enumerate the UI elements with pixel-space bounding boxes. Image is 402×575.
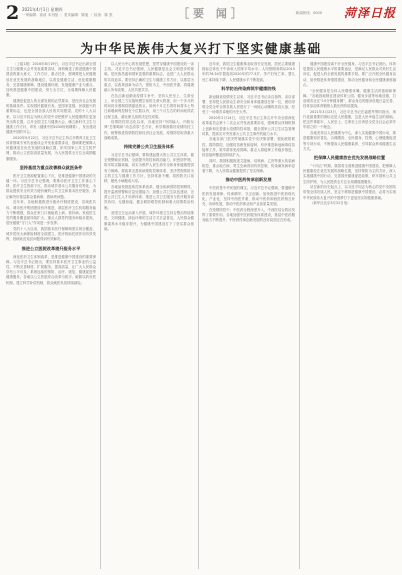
article-paragraph: （新华社北京3月31日电） (310, 201, 351, 206)
article-paragraph: 健康中国建设离不开全民健身。习近平总书记指出，体育是提高人民健康水平的重要途径，是满足人民群众对美好生活向往、促进人的全面发展的重要手段。要广泛开展全民健身活动，加快推进体育强国建设，推动全民健身和全民健康深度融合。 (303, 62, 396, 87)
article-paragraph: 中医药是中华民族的瑰宝。习近平总书记强调，要遵循中医药发展规律，传承精华，守正创新，加快推进中医药现代化、产业化，坚持中西医并重，推动中医药和西医药相互补充、协调发展，推动中医药事业和产业高质量发展。 (202, 186, 295, 206)
article-paragraph: 近年来，我国卫生健康事业取得长足发展，居民主要健康指标总体优于中高收入国家平均水平。人均预期寿命从2015年的76.34岁提高到2020年的77.3岁，孕产妇死亡率、婴儿死亡率持续下降，人民健康水平不断提高。 (202, 62, 295, 82)
column-divider (299, 62, 300, 569)
section-subheading: 坚持基层为重点改善群众就医条件 (19, 164, 83, 170)
article-paragraph: 2021年3月23日，习近平总书记在福建考察时指出，现代化最重要的指标还是人民健康，这是人民幸福生活的基础。把这件事抓牢，人民至上、生命至上应该是全党全社会必须牢牢树立的一个理念。 (303, 109, 396, 130)
section-subheading: 科学防治传染病筑牢健康防线 (221, 85, 276, 91)
article-paragraph: “十四五”时期，我国将全面推进健康中国建设，把保障人民健康放在优先发展的战略位置，坚持预防为主的方针，深入实施健康中国行动，完善国民健康促进政策，织牢国家公共卫生防护网，为人民提供全方位全周期健康服务。 (303, 163, 396, 184)
article-paragraph: 爱国卫生运动深入开展，城乡环境卫生综合整治持续推进，文明健康、绿色环保的生活方式日益普及，人民群众健康素养水平稳步提升，为健康中国建设打下了坚实群众基础。 (104, 211, 194, 231)
page-number: 2 (6, 2, 20, 24)
article-column-4 (303, 62, 396, 571)
article-paragraph: 近年来，各地积极推进分级诊疗制度建设，县域医共体、城市医疗集团建设有序推进，基层医疗卫生机构服务能力不断增强，群众在家门口就能看上病、看好病。家庭医生签约服务覆盖面持续扩大，重点人群签约服务率稳步提高，居民健康“守门人”作用进一步发挥。 (6, 200, 96, 226)
article-paragraph: 习近平总书记强调，要构建起强大的公共卫生体系，健全预警响应机制，全面提升防控和救治能力，织密防护网、筑牢筑实隔离墙，切实为维护人民生命安全和身体健康提供有力保障。要改革完善疾病预防控制体系，坚决贯彻预防为主的卫生与健康工作方针，坚持常备不懈，将预防关口前移，避免小病酿成大疫。 (104, 153, 194, 184)
masthead (6, 3, 396, 29)
article-paragraph: 党的十八大以来，我国基本医疗保障制度实现全覆盖，城乡居民大病保险制度全面建立，医疗救助托底作用有效发挥，因病致贫返贫问题得到有效解决。 (6, 226, 96, 242)
contact-line: 新闻热线：0000 (295, 11, 322, 15)
page-headline: 为中华民族伟大复兴打下坚实健康基础 (80, 41, 322, 56)
article-column-1 (6, 62, 96, 571)
section-tag: ［要 闻］ (178, 7, 246, 20)
article-paragraph: 以人民为中心的发展思想，是贯穿健康中国建设的一条主线。习近平总书记强调，人民健康是社会文明进步的基础，是民族昌盛和国家富强的重要标志，也是广大人民群众的共同追求。要坚持正确的卫生与健康工作方针，以基层为重点，以改革创新为动力，预防为主，中西医并重，将健康融入所有政策，人民共建共享。 (104, 62, 194, 93)
column-divider (198, 62, 199, 569)
article-paragraph: 深化医药卫生体制改革，是推进健康中国建设的重要保障。习近平总书记指出，要坚持基本医疗卫生事业的公益性，不断完善制度、扩展服务、提高质量，让广大人民群众享有公平可及、系统连续的预防、治疗、康复、健康促进等健康服务。各地以公立医院综合改革为抓手，破除以药补医机制，建立科学补偿机制，群众就医负担持续减轻。 (6, 254, 96, 285)
article-paragraph: 同时，我国积极推进艾滋病、结核病、乙肝等重大传染病防控，重点地方病、寄生虫病得到有效控制，传染病发病率显著下降，为人民群众健康提供了坚实保障。 (202, 158, 295, 174)
article-paragraph: 健康是促进人的全面发展的必然要求，是经济社会发展的基础条件。实现国民健康长寿，是国家富强、民族振兴的重要标志，也是全国各族人民的共同愿望。党的十八大以来，以习近平同志为核心的党中央把维护人民健康摆在更加突出的位置，召开全国卫生与健康大会，确立新时代卫生与健康工作方针，印发《健康中国2030规划纲要》，发出建设健康中国的号召。 (6, 98, 96, 135)
article-paragraph: 医疗卫生资源配置重心下沉，是推进健康中国建设的关键一环。习近平总书记强调，要推动医疗卫生工作重心下移、医疗卫生资源下沉，推动城乡基本公共服务均等化，为群众提供安全有效方便价廉的公共卫生和基本医疗服务，真正解决好基层群众看病难、看病贵问题。 (6, 173, 96, 199)
date-line: 2021年4月1日 星期四 (22, 7, 63, 12)
article-column-2 (104, 62, 194, 571)
article-paragraph: 各地坚持以人民健康为中心，深入实施健康中国行动，推进健康知识普及、合理膳食、全民健身、控烟、心理健康促进等专项行动，不断提高人民健康素养，引导群众养成健康生活方式。 (303, 131, 396, 151)
article-paragraph: 在抗击新冠肺炎疫情斗争中，坚持人民至上、生命至上，举全国之力实施规模空前的生命大救援，用一个多月的时间初步遏制疫情蔓延势头，用两个月左右的时间将本土每日新增病例控制在个位数以内，用三个月左右的时间取得武汉保卫战、湖北保卫战的决定性成果。 (104, 93, 194, 119)
headline-rule (6, 57, 396, 58)
article-paragraph: 在疫情防控中，中医药全程深度介入，中西医结合救治发挥了重要作用。各地加强中医药服务体系建设，基层中医药服务能力不断提升，中医药传承创新发展的良好局面正在形成。 (202, 207, 295, 223)
article-paragraph: 新冠肺炎疫情发生以来，习近平总书记亲自指挥、亲自部署，坚持把人民群众生命安全和身体健康放在第一位，团结带领全党全军全国各族人民进行了一场惊心动魄的抗疫大战，经受了一场艰苦卓绝的历史大考。 (202, 94, 295, 115)
article-paragraph: 疫情防控常态化以来，各地坚持“外防输入、内防反弹”总策略和“动态清零”总方针，科学精准做好疫情防控工作，统筹推进疫情防控和经济社会发展，疫情防控取得重大战略成果。 (104, 120, 194, 140)
article-paragraph: 2020年9月22日，习近平总书记主持召开教育文化卫生体育领域专家代表座谈会并发表重要讲话，强调要把保障人民健康放在优先发展的战略位置，织牢国家公共卫生防护网，推动公立医院高质量发展，为人民提供全方位全周期健康服务。 (6, 135, 96, 161)
top-rule (6, 29, 396, 30)
article-paragraph: 各地加快推进疾控体系改革，健全疾病预防控制网络，提升监测预警和应急处置能力；加强公共卫生队伍建设，完善公共卫生人才培养体系；推进公共卫生服务与医疗服务高效协同、无缝衔接，健全联防联控机制和重大疫情救治机制。 (104, 184, 194, 210)
editor-line: 一审编辑：高清 本刊组 ｜ 美术编辑：陈旭 ｜ 检查：陈 张 (22, 13, 113, 17)
article-paragraph: 2020年2月14日，习近平总书记主持召开中央全面深化改革委员会第十二次会议并发表重要讲话，强调要从体制机制上创新和完善重大疫情防控举措，健全国家公共卫生应急管理体系，提高应对突发重大公共卫生事件的能力水平。 (202, 116, 295, 136)
section-subheading: 推进公立医院改革提升服务水平 (21, 245, 81, 251)
article-paragraph: “全民健身是全体人民增强体魄、健康生活的基础和保障。”各地因地制宜建设体育公园、健身步道等场地设施，打造城市社区“15分钟健身圈”，群众身边的健身设施日益完善，经常参加体育锻炼人数比例持续提高。 (303, 88, 396, 109)
section-subheading: 持续完善公共卫生服务体系 (123, 144, 175, 150)
article-column-3 (202, 62, 295, 571)
column-divider (100, 62, 101, 569)
article-paragraph: 站在新的历史起点上，以习近平同志为核心的党中央团结带领全国各族人民，坚定不移推进健康中国建设，必将为实现中华民族伟大复兴的中国梦打下更加坚实的健康基础。 (303, 185, 396, 200)
article-paragraph: 〔上接1版〕2016年8月19日，习近平总书记出席全国卫生与健康大会并发表重要讲话，深刻阐述了推进健康中国建设的重大意义、工作方针、重点任务，强调要把人民健康放在优先发展的战略地位，以普及健康生活、优化健康服务、完善健康保障、建设健康环境、发展健康产业为重点，加快推进健康中国建设，努力全方位、全周期保障人民健康。 (6, 62, 96, 98)
section-subheading: 把保障人民健康放在优先发展战略位置 (313, 154, 386, 160)
article-paragraph: 各地各部门坚决贯彻落实党中央决策部署，强化联防联控、群防群控，加强疫苗研发和接种，有序推进新冠病毒疫苗接种工作，筑牢群体免疫屏障。重点人群接种工作稳步推进，疫苗接种覆盖面持续扩大。 (202, 137, 295, 158)
section-subheading: 推动中医药传承创新发展 (225, 177, 272, 183)
newspaper-logo: 菏泽日报 (343, 6, 396, 20)
top-rule-thin (6, 31, 396, 32)
